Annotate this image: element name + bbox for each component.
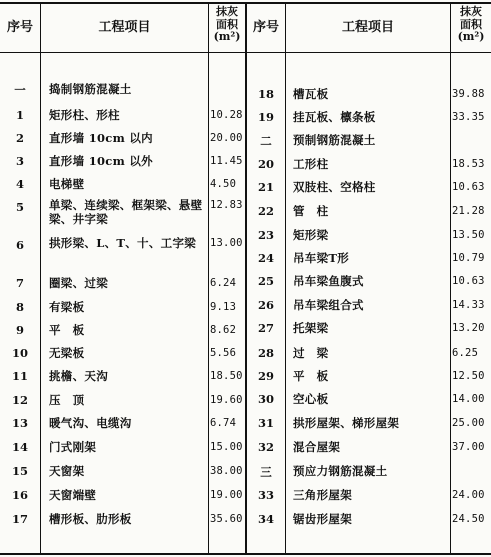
- row-no: 11: [11, 369, 28, 383]
- row-area: 39.88: [452, 88, 485, 100]
- row-no: 2: [15, 131, 24, 145]
- row-item: 挑檐、天沟: [49, 369, 108, 383]
- row-no: 21: [257, 180, 274, 194]
- row-no: 23: [257, 228, 274, 242]
- row-no: 三: [260, 465, 272, 479]
- row-no: 7: [15, 276, 24, 290]
- row-no: 34: [257, 512, 274, 526]
- row-area: 19.00: [210, 489, 243, 501]
- row-area: 13.00: [210, 237, 243, 249]
- header-area: [209, 6, 245, 44]
- row-area: 13.50: [452, 229, 485, 241]
- row-area: 37.00: [452, 441, 485, 453]
- row-item: 拱形梁、L、T、十、工字梁: [49, 236, 197, 250]
- row-no: 二: [260, 134, 272, 148]
- row-area: 19.60: [210, 394, 243, 406]
- row-no: 6: [15, 238, 24, 252]
- row-area: 14.00: [452, 393, 485, 405]
- row-item: 锯齿形屋架: [293, 512, 352, 526]
- row-no: 24: [257, 251, 274, 265]
- row-area: 10.79: [452, 252, 485, 264]
- row-item: 圈梁、过梁: [49, 276, 108, 290]
- row-area: 12.83: [210, 199, 243, 211]
- header-area-line1: 抹灰: [460, 5, 482, 18]
- row-no: 25: [257, 274, 274, 288]
- row-area: 11.45: [210, 155, 243, 167]
- header-area: [451, 6, 491, 44]
- col-divider: [40, 2, 41, 554]
- row-item: 无梁板: [49, 346, 85, 360]
- row-item: 吊车梁鱼腹式: [293, 274, 364, 288]
- row-item: 吊车梁组合式: [293, 298, 364, 312]
- row-item: 矩形梁: [293, 228, 329, 242]
- row-no: 1: [15, 108, 24, 122]
- row-no: 5: [15, 200, 24, 214]
- row-area: 10.28: [210, 109, 243, 121]
- row-no: 3: [15, 154, 24, 168]
- row-area: 14.33: [452, 299, 485, 311]
- row-no: 9: [15, 323, 24, 337]
- row-area: 35.60: [210, 513, 243, 525]
- row-item: 混合屋架: [293, 440, 341, 454]
- row-item: 天窗架: [49, 464, 85, 478]
- row-no: 26: [257, 298, 274, 312]
- row-item: 单梁、连续梁、框架梁、悬壁梁、井字梁: [49, 198, 203, 226]
- row-area: 9.13: [210, 301, 237, 313]
- row-area: 33.35: [452, 111, 485, 123]
- row-area: 18.50: [210, 370, 243, 382]
- row-no: 4: [15, 177, 24, 191]
- row-item: 拱形屋架、梯形屋架: [293, 416, 400, 430]
- row-item: 空心板: [293, 392, 329, 406]
- header-area-line1: 抹灰: [216, 5, 238, 18]
- row-item: 直形墙 10cm 以内: [49, 131, 153, 145]
- row-no: 14: [11, 440, 28, 454]
- row-no: 31: [257, 416, 274, 430]
- row-item: 平 板: [293, 369, 329, 383]
- row-area: 20.00: [210, 132, 243, 144]
- row-area: 12.50: [452, 370, 485, 382]
- row-no: 一: [14, 83, 26, 97]
- row-item: 有梁板: [49, 300, 85, 314]
- row-item: 天窗端壁: [49, 488, 97, 502]
- row-item: 暖气沟、电缆沟: [49, 416, 132, 430]
- row-no: 12: [11, 393, 28, 407]
- row-item: 直形墙 10cm 以外: [49, 154, 153, 168]
- row-item: 管 柱: [293, 204, 329, 218]
- row-item: 预应力钢筋混凝土: [293, 464, 388, 478]
- col-divider: [208, 2, 209, 554]
- row-no: 15: [11, 464, 28, 478]
- row-no: 17: [11, 512, 28, 526]
- row-area: 6.25: [452, 347, 479, 359]
- row-no: 10: [11, 346, 28, 360]
- row-area: 24.00: [452, 489, 485, 501]
- row-item: 电梯壁: [49, 177, 85, 191]
- row-area: 8.62: [210, 324, 237, 336]
- header-no: 序号: [252, 20, 279, 35]
- row-area: 21.28: [452, 205, 485, 217]
- row-no: 30: [257, 392, 274, 406]
- row-item: 三角形屋架: [293, 488, 352, 502]
- row-item: 托架梁: [293, 321, 329, 335]
- row-no: 28: [257, 346, 274, 360]
- row-area: 13.20: [452, 322, 485, 334]
- row-area: 25.00: [452, 417, 485, 429]
- row-item: 平 板: [49, 323, 85, 337]
- row-item: 过 梁: [293, 346, 329, 360]
- header-area-line2: 面积: [460, 17, 482, 31]
- row-area: 6.24: [210, 277, 237, 289]
- row-no: 19: [257, 110, 274, 124]
- row-item: 工形柱: [293, 157, 329, 171]
- row-no: 13: [11, 416, 28, 430]
- row-item: 挂瓦板、檩条板: [293, 110, 376, 124]
- row-no: 32: [257, 440, 274, 454]
- row-area: 10.63: [452, 181, 485, 193]
- row-item: 槽形板、肋形板: [49, 512, 132, 526]
- row-item: 门式刚架: [49, 440, 97, 454]
- header-area-line3: (m²): [457, 30, 485, 43]
- row-no: 18: [257, 87, 274, 101]
- row-area: 5.56: [210, 347, 237, 359]
- row-no: 20: [257, 157, 274, 171]
- row-area: 38.00: [210, 465, 243, 477]
- row-area: 6.74: [210, 417, 237, 429]
- row-no: 8: [15, 300, 24, 314]
- row-no: 29: [257, 369, 274, 383]
- row-no: 22: [257, 204, 274, 218]
- row-no: 33: [257, 488, 274, 502]
- header-no: 序号: [6, 20, 33, 35]
- row-area: 15.00: [210, 441, 243, 453]
- header-area-line3: (m²): [213, 30, 241, 43]
- row-area: 4.50: [210, 178, 237, 190]
- row-item: 矩形柱、形柱: [49, 108, 120, 122]
- header-area-line2: 面积: [216, 17, 238, 31]
- row-item: 预制钢筋混凝土: [293, 133, 376, 147]
- row-item: 槽瓦板: [293, 87, 329, 101]
- row-area: 10.63: [452, 275, 485, 287]
- row-area: 24.50: [452, 513, 485, 525]
- row-item: 吊车梁T形: [293, 251, 350, 265]
- row-item: 捣制钢筋混凝土: [49, 82, 132, 96]
- col-divider: [450, 2, 451, 554]
- col-divider: [285, 2, 286, 554]
- row-item: 双肢柱、空格柱: [293, 180, 376, 194]
- row-no: 27: [257, 321, 274, 335]
- row-area: 18.53: [452, 158, 485, 170]
- row-no: 16: [11, 488, 28, 502]
- header-item: 工程项目: [341, 20, 394, 35]
- row-item: 压 顶: [49, 393, 85, 407]
- header-item: 工程项目: [98, 20, 151, 35]
